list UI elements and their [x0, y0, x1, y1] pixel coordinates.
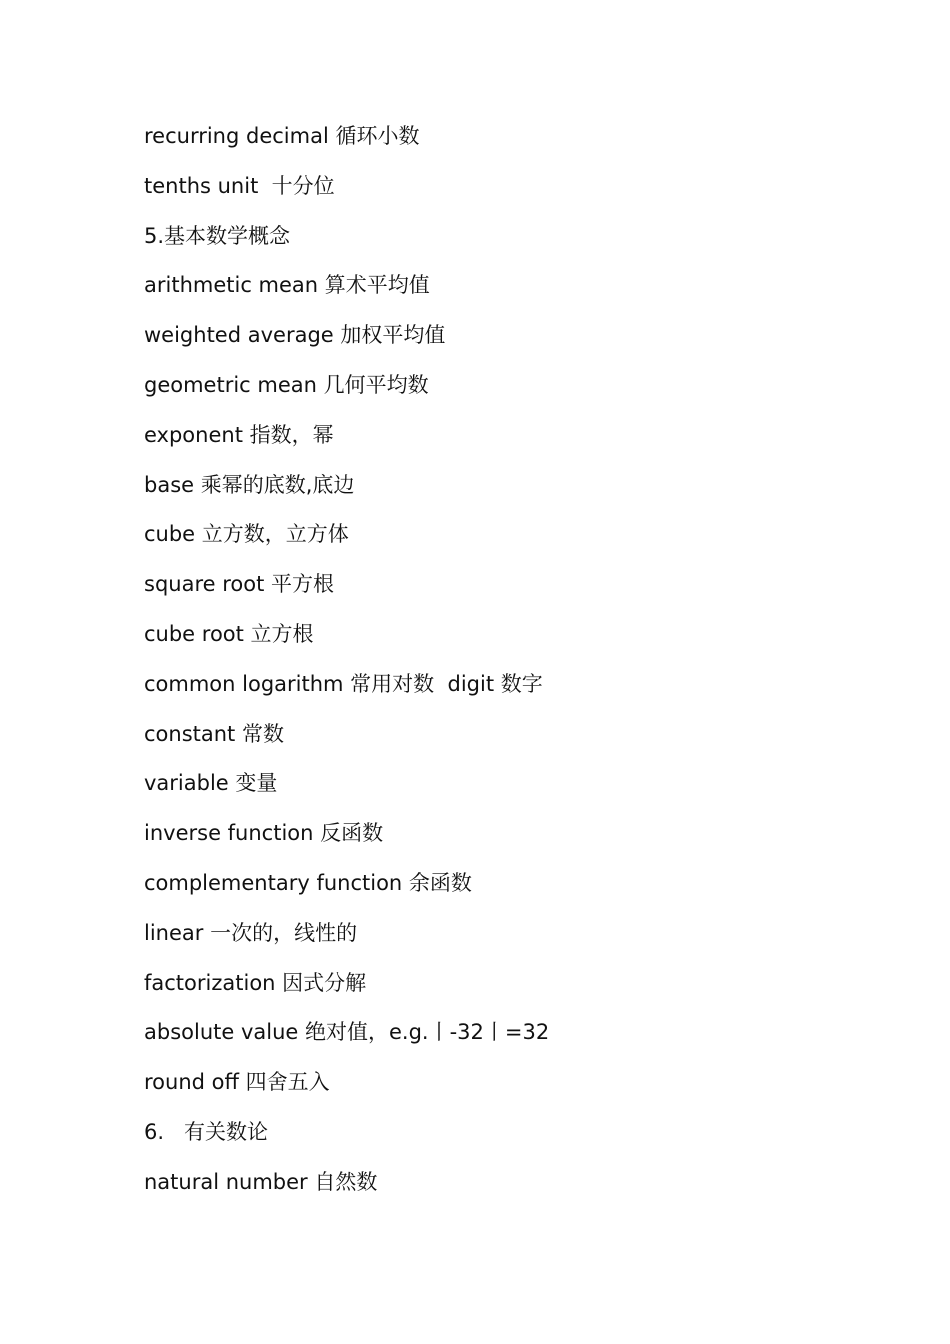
glossary-list [144, 118, 904, 1214]
glossary-line-natural-number: natural number 自然数 [144, 1169, 378, 1194]
glossary-line-exponent: exponent 指数，幂 [144, 422, 334, 447]
glossary-line-inverse-function: inverse function 反函数 [144, 821, 384, 846]
glossary-line-recurring-decimal: recurring decimal 循环小数 [144, 124, 420, 148]
glossary-line-variable: variable 变量 [144, 771, 278, 796]
glossary-line-constant: constant 常数 [144, 721, 284, 746]
glossary-line-linear: linear 一次的，线性的 [144, 920, 358, 945]
section-heading-number-theory: 6. 有关数论 [144, 1119, 269, 1144]
glossary-line-square-root: square root 平方根 [144, 572, 334, 597]
glossary-line-tenths-unit: tenths unit 十分位 [144, 173, 335, 198]
glossary-line-round-off: round off 四舍五入 [144, 1070, 330, 1095]
glossary-line-cube: cube 立方数，立方体 [144, 522, 349, 547]
glossary-line-base: base 乘幂的底数,底边 [144, 472, 355, 497]
glossary-line-cube-root: cube root 立方根 [144, 621, 314, 646]
glossary-line-geometric-mean: geometric mean 几何平均数 [144, 372, 429, 397]
section-heading-basic-math-concepts: 5.基本数学概念 [144, 223, 291, 248]
glossary-line-common-logarithm: common logarithm 常用对数 digit 数字 [144, 671, 543, 696]
glossary-line-weighted-average: weighted average 加权平均值 [144, 323, 446, 348]
glossary-line-complementary-function: complementary function 余函数 [144, 870, 472, 895]
glossary-line-arithmetic-mean: arithmetic mean 算术平均值 [144, 273, 430, 298]
glossary-line-factorization: factorization 因式分解 [144, 970, 367, 995]
glossary-line-absolute-value: absolute value 绝对值，e.g.丨-32丨=32 [144, 1020, 550, 1045]
